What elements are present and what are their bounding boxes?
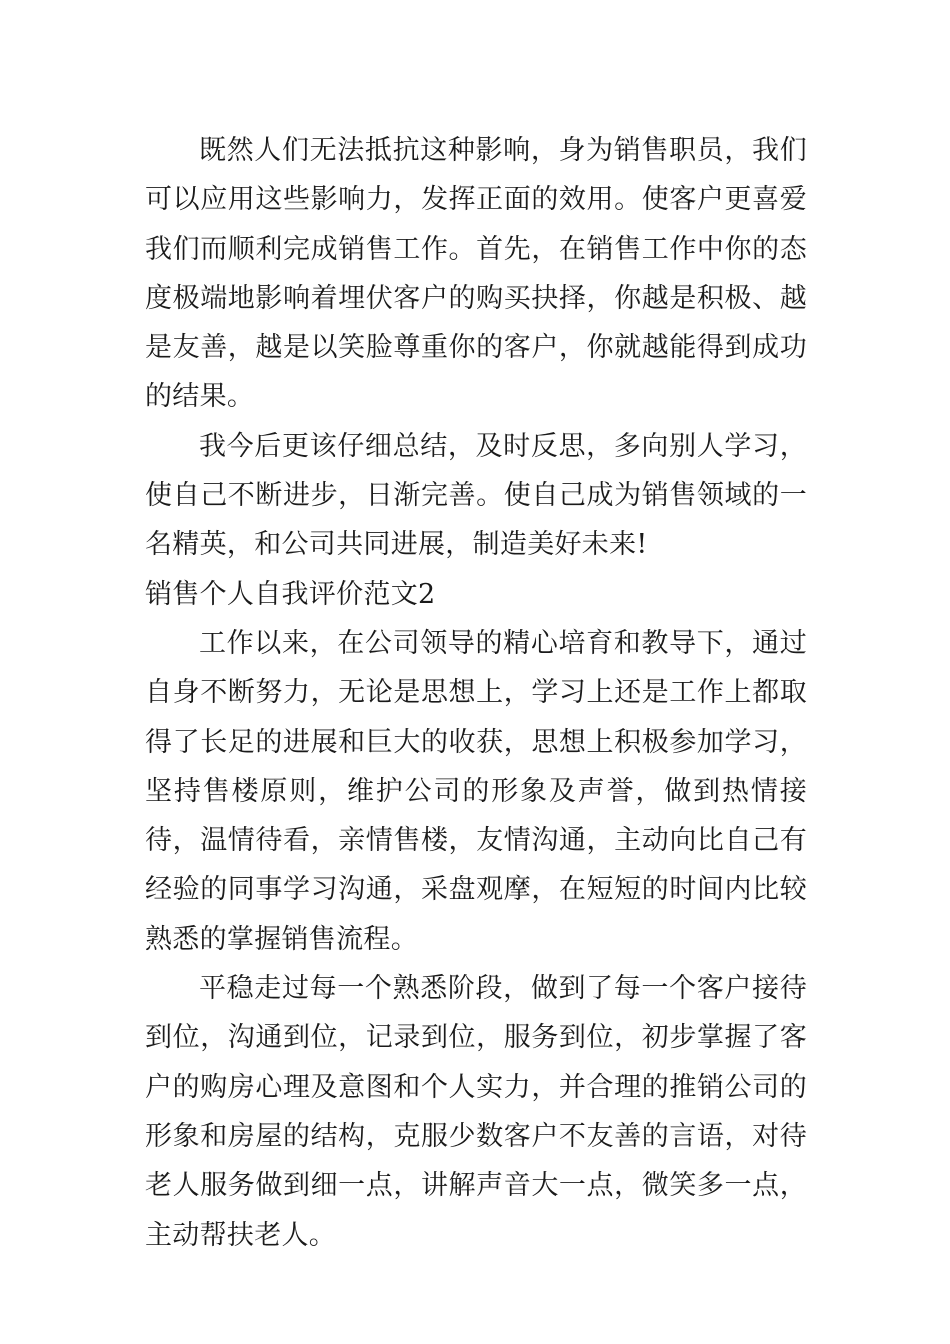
- paragraph-future-plan: 我今后更该仔细总结，及时反思，多向别人学习，使自己不断进步，日渐完善。使自己成为销售领域的一名精英，和公司共同进展，制造美好未来!: [145, 430, 807, 561]
- paragraph-influence: 既然人们无法抵抗这种影响，身为销售职员，我们可以应用这些影响力，发挥正面的效用。使客户更喜爱我们而顺利完成销售工作。首先，在销售工作中你的态度极端地影响着埋伏客户的购买抉择，你越是积极、越是友善，越是以笑脸尊重你的客户，你就越能得到成功的结果。: [145, 135, 807, 413]
- paragraph-work-progress: 工作以来，在公司领导的精心培育和教导下，通过自身不断努力，无论是思想上，学习上还是工作上都取得了长足的进展和巨大的收获，思想上积极参加学习，坚持售楼原则，维护公司的形象及声誉，做到热情接待，温情待看，亲情售楼，友情沟通，主动向比自己有经验的同事学习沟通，采盘观摩，在短短的时间内比较熟悉的掌握销售流程。: [145, 627, 807, 955]
- paragraph-customer-service: 平稳走过每一个熟悉阶段，做到了每一个客户接待到位，沟通到位，记录到位，服务到位，初步掌握了客户的购房心理及意图和个人实力，并合理的推销公司的形象和房屋的结构，克服少数客户不友善的言语，对待老人服务做到细一点，讲解声音大一点，微笑多一点，主动帮扶老人。: [145, 973, 807, 1251]
- document-body: [145, 126, 807, 1260]
- section-heading: 销售个人自我评价范文2: [145, 578, 436, 610]
